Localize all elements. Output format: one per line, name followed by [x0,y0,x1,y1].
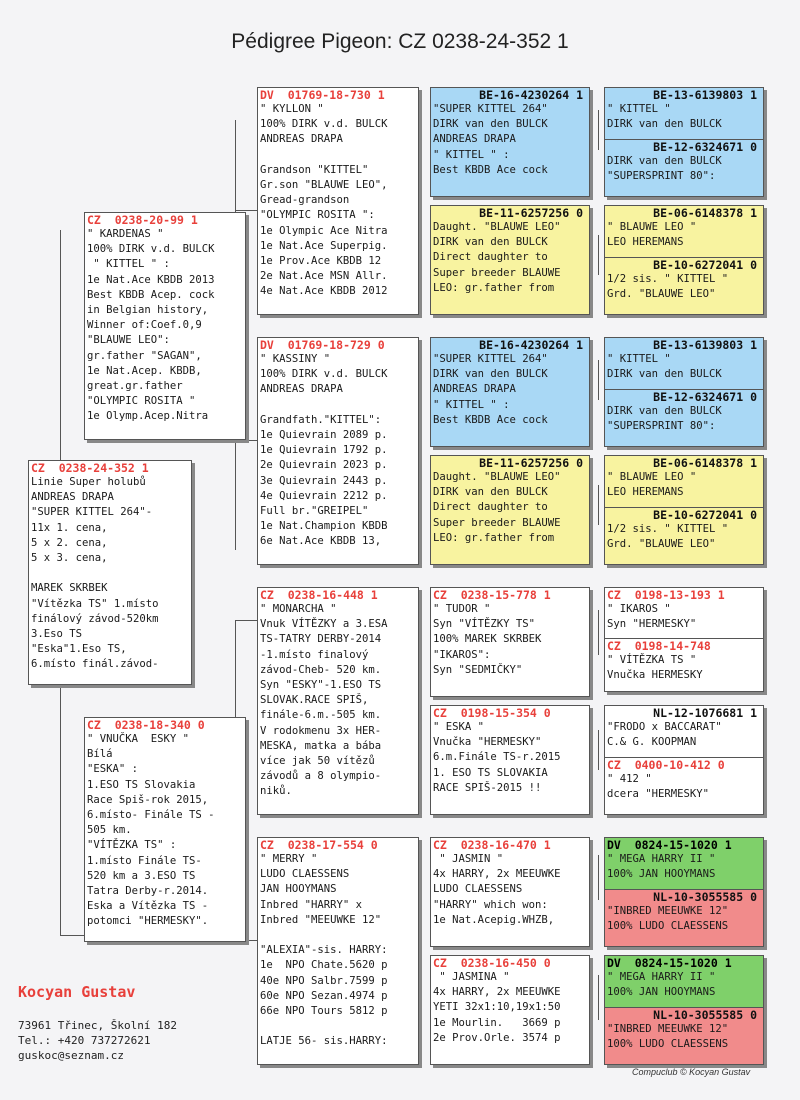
breeder-name: Kocyan Gustav [18,983,136,1001]
connector-line [420,140,421,250]
pedigree-notes: Linie Super holubů ANDREAS DRAPA "SUPER KITTEL 264"- 11x 1. cena, 5 x 2. cena, 5 x 3. cena, MAREK SKRBEK "Vítězka TS" 1.místo finálový závod-520km 3.Eso TS "Eska"1.Eso TS, 6.místo finál.závod- [31,476,159,671]
ancestor-pair-card [604,87,764,197]
connector-line [60,685,61,935]
pedigree-notes: " MEGA HARRY II " 100% JAN HOOYMANS [607,971,716,999]
ring-number: CZ 0238-16-450 0 [433,956,551,970]
grandsire-paternal-card [257,87,419,315]
ring-number: CZ 0198-15-354 0 [433,706,551,720]
pedigree-notes: "INBRED MEEUWKE 12" 100% LUDO CLAESSENS [607,1023,729,1051]
ring-number: NL-12-1076681 1 [653,706,757,720]
pedigree-notes: " VNUČKA ESKY " Bílá "ESKA" : 1.ESO TS Slovakia Race Spiš-rok 2015, 6.místo- Finále TS - 505 km. "VÍTĚZKA TS" : 1.místo Finále TS- 520 km a 3.ESO TS Tatra Derby-r.2014. Eska a Vítězka TS - potomci "HERMESKY". [87,733,215,928]
connector-line [598,485,599,525]
ring-number: BE-13-6139803 1 [653,338,757,352]
pedigree-notes: " TUDOR " Syn "VÍTĚZKY TS" 100% MAREK SKRBEK "IKAROS": Syn "SEDMIČKY" [433,603,542,676]
granddam-paternal-card [257,337,419,565]
pedigree-notes: "SUPER KITTEL 264" DIRK van den BULCK ANDREAS DRAPA " KITTEL " : Best KBDB Ace cock [433,103,548,176]
connector-line [598,730,599,770]
ring-number: DV 0824-15-1020 1 [607,956,732,970]
ring-number: NL-10-3055585 0 [653,890,757,904]
ring-number: CZ 0400-10-412 0 [607,758,725,772]
connector-line [235,440,236,550]
pedigree-notes: " VÍTĚZKA TS " Vnučka HERMESKY [607,654,703,682]
connector-line [420,390,421,500]
ring-number: CZ 0238-24-352 1 [31,461,149,475]
pedigree-notes: " MEGA HARRY II " 100% JAN HOOYMANS [607,853,716,881]
connector-line [598,855,599,900]
ancestor-card [430,337,590,447]
ancestor-pair-card [604,205,764,315]
connector-line [598,975,599,1020]
ring-number: DV 0824-15-1020 1 [607,838,732,852]
pedigree-notes: DIRK van den BULCK "SUPERSPRINT 80": [607,405,722,433]
dam-card [84,717,246,942]
breeder-email[interactable]: guskoc@seznam.cz [18,1049,124,1062]
breeder-address: 73961 Třinec, Školní 182 [18,1019,177,1032]
ring-number: DV 01769-18-729 0 [260,338,385,352]
pedigree-notes: "SUPER KITTEL 264" DIRK van den BULCK ANDREAS DRAPA " KITTEL " : Best KBDB Ace cock [433,353,548,426]
ancestor-pair-card [604,955,764,1065]
ring-number: CZ 0238-16-448 1 [260,588,378,602]
connector-line [235,210,257,211]
pedigree-notes: " IKAROS " Syn "HERMESKY" [607,603,697,631]
connector-line [235,440,257,441]
pedigree-notes: " KASSINY " 100% DIRK v.d. BULCK ANDREAS DRAPA Grandfath."KITTEL": 1e Quievrain 2089 p. 1e Quievrain 1792 p. 2e Quievrain 2023 p. 3e Quievrain 2443 p. 4e Quievrain 2212 p. Full br."GREIPEL" 1e Nat.Champion KBDB 6e Nat.Ace KBDB 13, [260,353,388,548]
pedigree-notes: " KYLLON " 100% DIRK v.d. BULCK ANDREAS DRAPA Grandson "KITTEL" Gr.son "BLAUWE LEO", Gread-grandson "OLYMPIC ROSITA ": 1e Olympic Ace Nitra 1e Nat.Ace Superpig. 1e Prov.Ace KBDB 12 2e Nat.Ace MSN Allr. 4e Nat.Ace KBDB 2012 [260,103,388,298]
connector-line [598,110,599,150]
ring-number: CZ 0238-15-778 1 [433,588,551,602]
connector-line [235,620,257,621]
connector-line [235,120,236,220]
pedigree-notes: "INBRED MEEUWKE 12" 100% LUDO CLAESSENS [607,905,729,933]
ring-number: BE-11-6257256 0 [479,206,583,220]
ancestor-card [430,455,590,565]
connector-line [598,235,599,275]
pedigree-notes: " KARDENAS " 100% DIRK v.d. BULCK " KITTEL " : 1e Nat.Ace KBDB 2013 Best KBDB Acep. cock in Belgian history, Winner of:Coef.0,9 "BLAUWE LEO": gr.father "SAGAN", 1e Nat.Acep. KBDB, great.gr.father "OLYMPIC ROSITA " 1e Olymp.Acep.Nitra [87,228,215,423]
pedigree-notes: " BLAUWE LEO " LEO HEREMANS [607,221,697,249]
ring-number: CZ 0238-20-99 1 [87,213,198,227]
breeder-contact [18,1018,177,1063]
ring-number: BE-16-4230264 1 [479,338,583,352]
pedigree-notes: " BLAUWE LEO " LEO HEREMANS [607,471,697,499]
pedigree-notes: " 412 " dcera "HERMESKY" [607,773,710,801]
ancestor-pair-card [604,455,764,565]
ring-number: BE-13-6139803 1 [653,88,757,102]
ancestor-pair-card [604,337,764,447]
ancestor-pair-card [604,587,764,692]
ring-number: CZ 0198-13-193 1 [607,588,725,602]
breeder-phone: Tel.: +420 737272621 [18,1034,151,1047]
ring-number: NL-10-3055585 0 [653,1008,757,1022]
ancestor-card [430,837,590,947]
ancestor-pair-card [604,837,764,947]
pedigree-notes: 1/2 sis. " KITTEL " Grd. "BLAUWE LEO" [607,523,729,551]
granddam-maternal-card [257,837,419,1065]
connector-line [420,640,421,750]
software-credit: Compuclub © Kocyan Gustav [632,1067,751,1077]
connector-line [598,360,599,400]
pedigree-notes: " JASMINA " 4x HARRY, 2x MEEUWKE YETI 32x1:10,19x1:50 1e Mourlin. 3669 p 2e Prov.Orle. 3574 p [433,971,561,1044]
ancestor-card [430,955,590,1065]
ring-number: CZ 0238-17-554 0 [260,838,378,852]
ring-number: BE-12-6324671 0 [653,140,757,154]
ring-number: CZ 0238-16-470 1 [433,838,551,852]
ring-number: BE-10-6272041 0 [653,258,757,272]
pedigree-notes: 1/2 sis. " KITTEL " Grd. "BLAUWE LEO" [607,273,729,301]
ring-number: DV 01769-18-730 1 [260,88,385,102]
ring-number: CZ 0238-18-340 0 [87,718,205,732]
ancestor-pair-card [604,705,764,815]
pedigree-notes: Daught. "BLAUWE LEO" DIRK van den BULCK Direct daughter to Super breeder BLAUWE LEO: gr.father from [433,221,561,294]
connector-line [420,890,421,1005]
pedigree-notes: DIRK van den BULCK "SUPERSPRINT 80": [607,155,722,183]
pedigree-notes: " ESKA " Vnučka "HERMESKY" 6.m.Finále TS-r.2015 1. ESO TS SLOVAKIA RACE SPIŠ-2015 !! [433,721,561,794]
grandsire-maternal-card [257,587,419,815]
ring-number: BE-16-4230264 1 [479,88,583,102]
pedigree-notes: " KITTEL " DIRK van den BULCK [607,103,722,131]
ancestor-card [430,87,590,197]
connector-line [598,610,599,655]
pedigree-notes: "FRODO x BACCARAT" C.& G. KOOPMAN [607,721,722,749]
ring-number: BE-06-6148378 1 [653,206,757,220]
ring-number: BE-10-6272041 0 [653,508,757,522]
pedigree-notes: " MONARCHA " Vnuk VÍTĚZKY a 3.ESA TS-TATRY DERBY-2014 -1.místo finalový závod-Cheb- 520 km. Syn "ESKY"-1.ESO TS SLOVAK.RACE SPIŠ, finále-6.m.-505 km. V rodokmenu 3x HER- MESKA, matka a bába více jak 50 vítězů závodů a 8 olympio- niků. [260,603,388,798]
ring-number: BE-11-6257256 0 [479,456,583,470]
pedigree-notes: " KITTEL " DIRK van den BULCK [607,353,722,381]
pedigree-notes: " JASMIN " 4x HARRY, 2x MEEUWKE LUDO CLAESSENS "HARRY" which won: 1e Nat.Acepig.WHZB, [433,853,561,926]
ancestor-card [430,205,590,315]
pedigree-notes: " MERRY " LUDO CLAESSENS JAN HOOYMANS Inbred "HARRY" x Inbred "MEEUWKE 12" "ALEXIA"-sis. HARRY: 1e NPO Chate.5620 p 40e NPO Salbr.7599 p 60e NPO Sezan.4974 p 66e NPO Tours 5812 p LATJE 56- sis.HARRY: [260,853,388,1048]
connector-line [60,230,61,465]
ring-number: CZ 0198-14-748 [607,639,711,653]
ancestor-card [430,587,590,697]
pedigree-notes: Daught. "BLAUWE LEO" DIRK van den BULCK Direct daughter to Super breeder BLAUWE LEO: gr.father from [433,471,561,544]
pigeon-card [28,460,192,685]
sire-card [84,212,246,440]
ring-number: BE-12-6324671 0 [653,390,757,404]
ancestor-card [430,705,590,815]
connector-line [235,620,236,720]
page-title: Pédigree Pigeon: CZ 0238-24-352 1 [231,30,569,53]
ring-number: BE-06-6148378 1 [653,456,757,470]
